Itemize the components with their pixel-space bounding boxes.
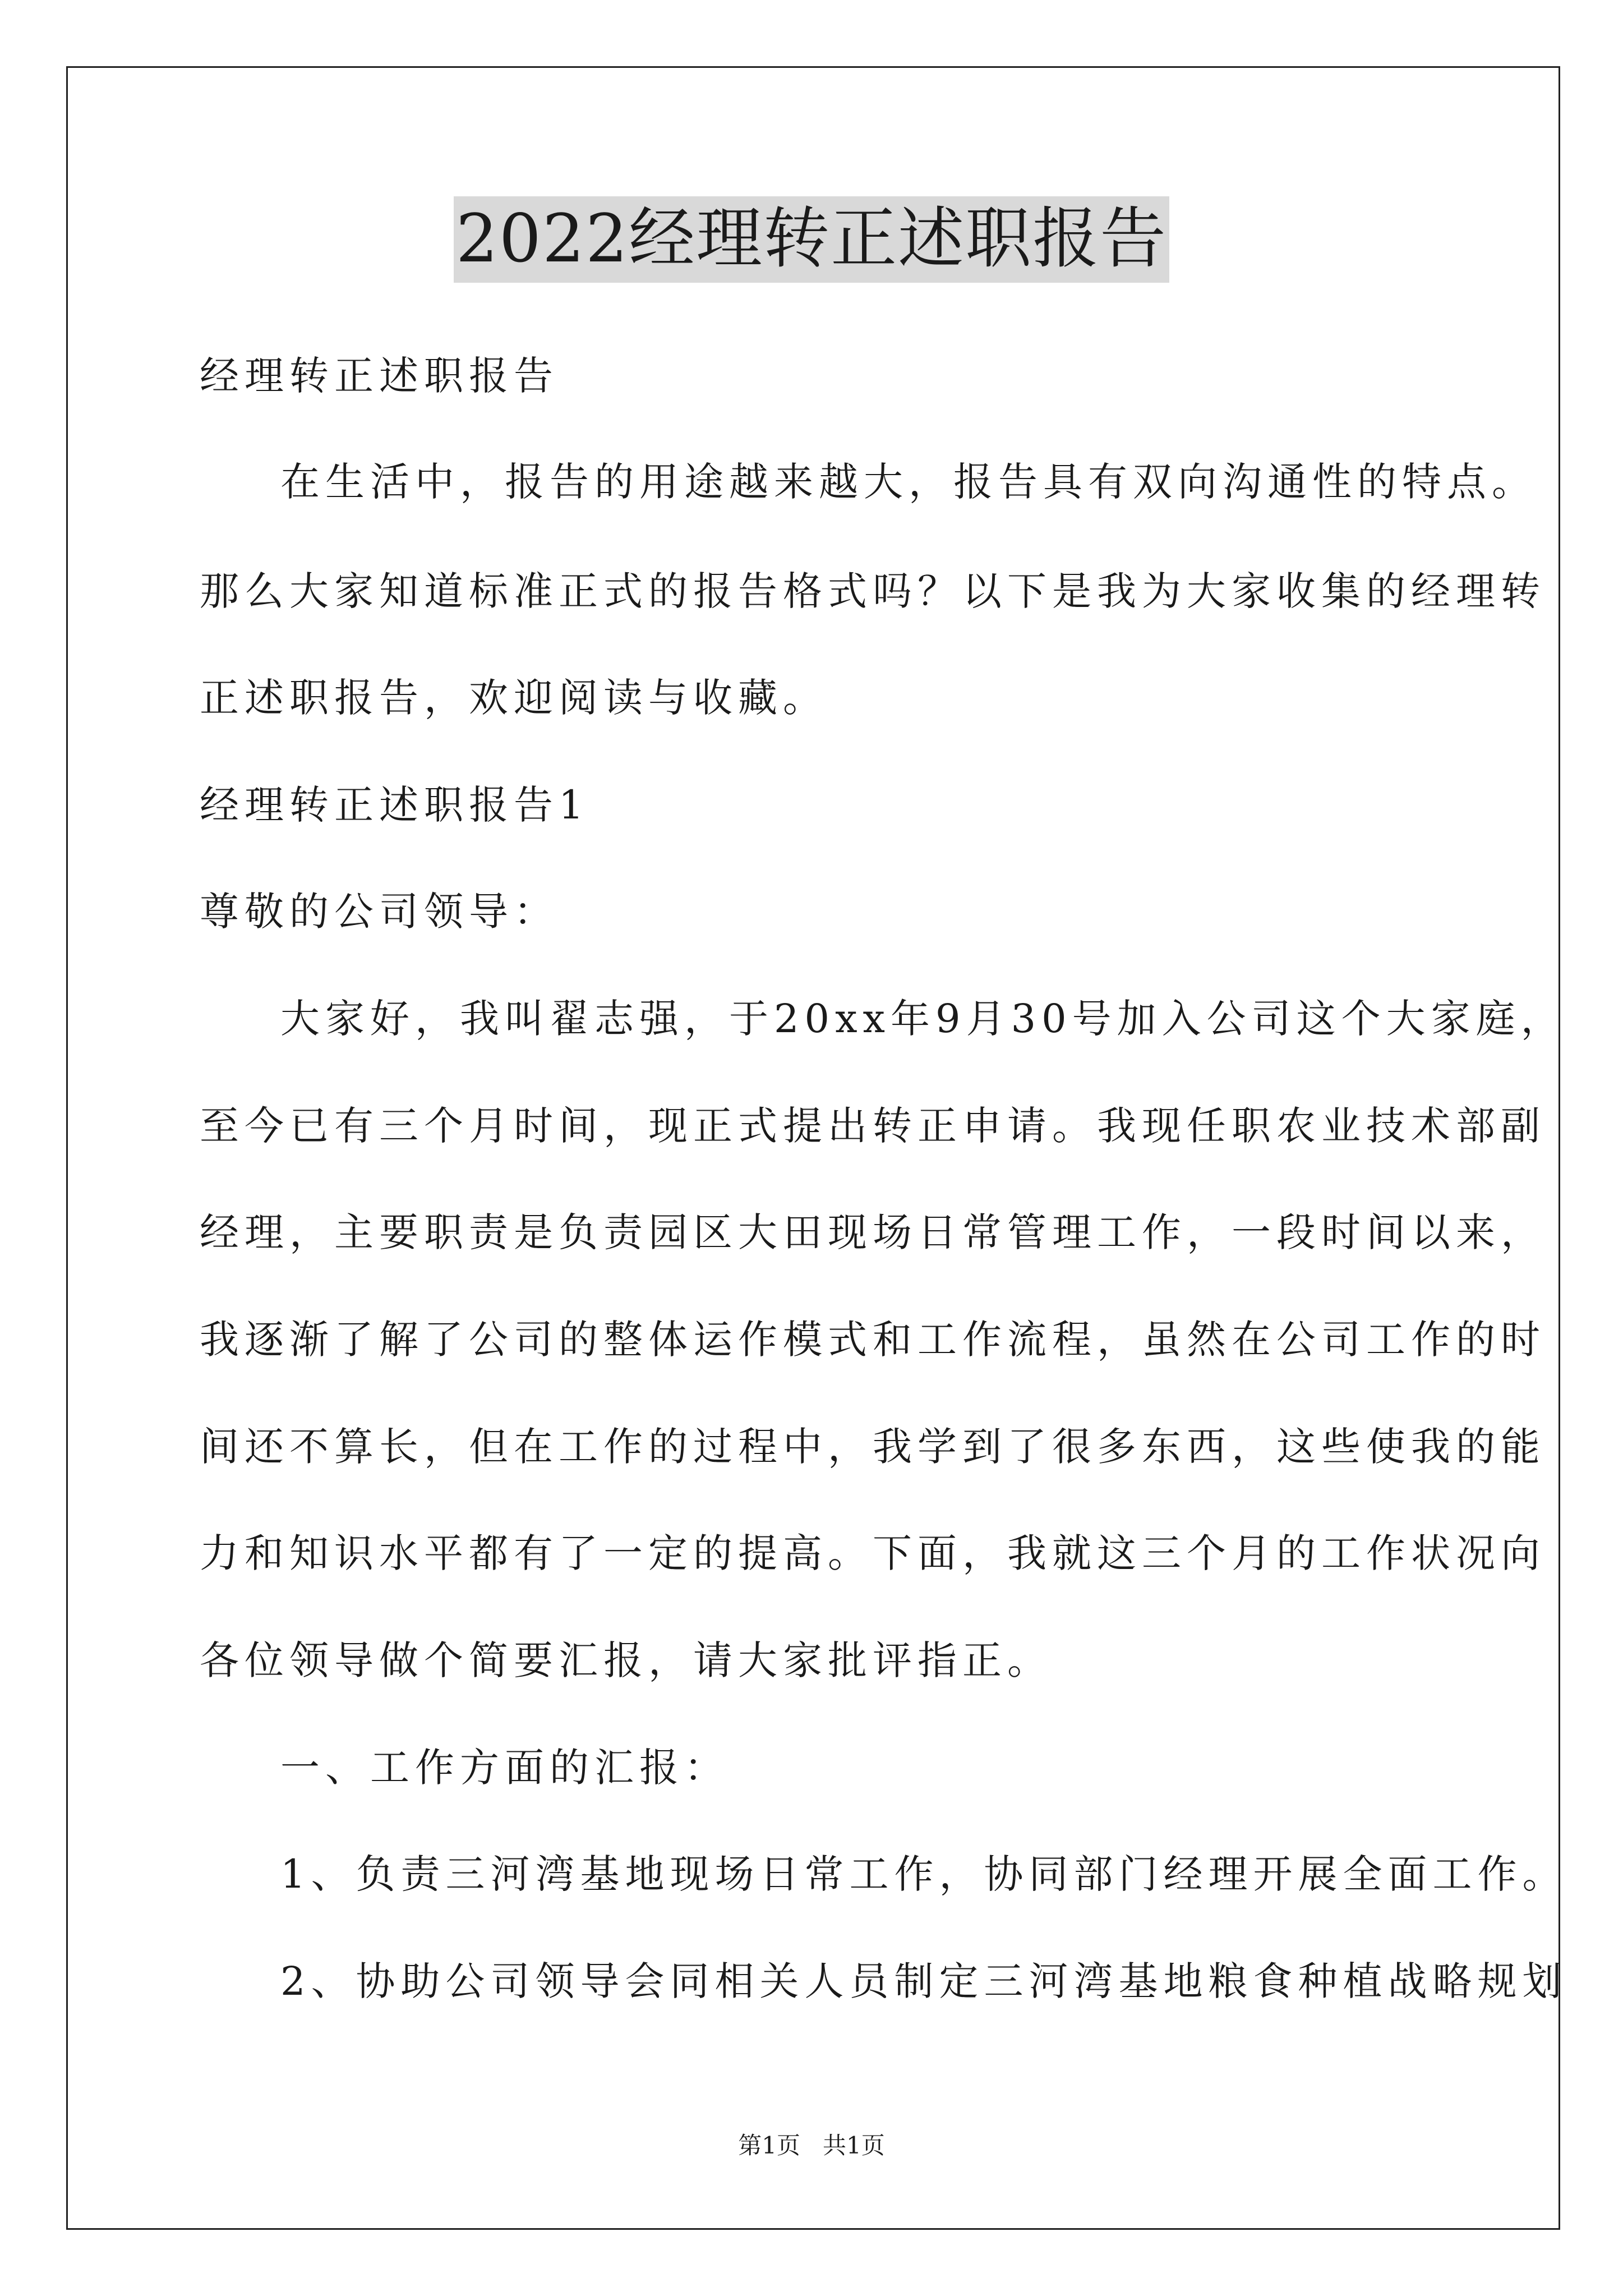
paragraph-line: 间还不算长，但在工作的过程中，我学到了很多东西，这些使我的能 <box>200 1424 1546 1470</box>
subtitle-line: 经理转正述职报告 <box>200 353 559 399</box>
paragraph-line: 我逐渐了解了公司的整体运作模式和工作流程，虽然在公司工作的时 <box>200 1317 1546 1363</box>
paragraph-line: 经理，主要职责是负责园区大田现场日常管理工作，一段时间以来， <box>200 1209 1546 1255</box>
document-title-text: 2022经理转正述职报告 <box>454 196 1169 283</box>
paragraph-line: 那么大家知道标准正式的报告格式吗？以下是我为大家收集的经理转 <box>200 568 1546 614</box>
paragraph-line: 各位领导做个简要汇报，请大家批评指正。 <box>200 1637 1052 1683</box>
salutation: 尊敬的公司领导： <box>200 889 559 935</box>
list-item: 2、协助公司领导会同相关人员制定三河湾基地粮食种植战略规划 <box>280 1958 1567 2004</box>
paragraph-line: 在生活中，报告的用途越来越大，报告具有双向沟通性的特点。 <box>280 459 1537 505</box>
section-heading: 经理转正述职报告1 <box>200 782 589 828</box>
list-heading: 一、工作方面的汇报： <box>280 1745 729 1791</box>
list-item: 1、负责三河湾基地现场日常工作，协同部门经理开展全面工作。 <box>280 1851 1567 1897</box>
paragraph-line: 正述职报告，欢迎阅读与收藏。 <box>200 675 828 721</box>
page-footer: 第1页 共1页 <box>738 2132 885 2159</box>
paragraph-line: 至今已有三个月时间，现正式提出转正申请。我现任职农业技术部副 <box>200 1103 1546 1149</box>
paragraph-line: 大家好，我叫翟志强，于20xx年9月30号加入公司这个大家庭， <box>280 996 1566 1042</box>
document-title <box>0 196 1623 280</box>
paragraph-line: 力和知识水平都有了一定的提高。下面，我就这三个月的工作状况向 <box>200 1530 1546 1576</box>
